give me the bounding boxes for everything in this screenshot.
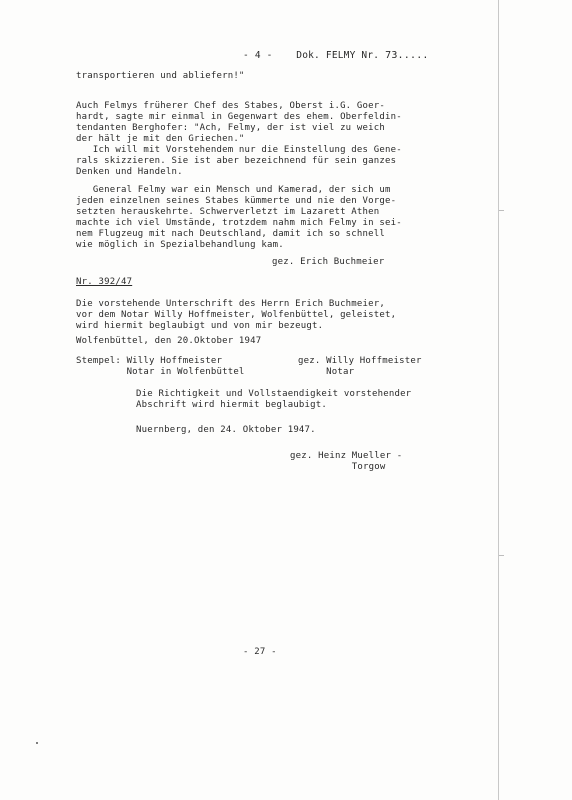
page-header xyxy=(243,50,429,61)
signature-mueller-torgow: gez. Heinz Mueller - Torgow xyxy=(290,451,403,472)
certification-text: Die vorstehende Unterschrift des Herrn Erich Buchmeier, vor dem Notar Willy Hoffmeister, Wolfenbüttel, geleistet, wird hiermit beglaubigt und von mir bezeugt. xyxy=(76,299,397,331)
certification-place-date: Wolfenbüttel, den 20.Oktober 1947 xyxy=(76,336,262,346)
dok-label: Dok. FELMY Nr. xyxy=(296,50,380,61)
copy-certification-text: Die Richtigkeit und Vollstaendigkeit vorstehender Abschrift wird hiermit beglaubigt. xyxy=(136,389,412,410)
dok-number: 73..... xyxy=(385,50,429,61)
edge-mark xyxy=(499,555,504,556)
edge-mark xyxy=(499,210,504,211)
page-number: - 27 - xyxy=(243,647,277,657)
paragraph-2: Auch Felmys früherer Chef des Stabes, Oberst i.G. Goer- hardt, sagte mir einmal in Gegenwart des ehem. Oberfeldin- tendanten Berghofer: "Ach, Felmy, der ist viel zu weich der hält je mit den Griechen." xyxy=(76,101,402,144)
certification-number: Nr. 392/47 xyxy=(76,277,133,287)
page-marker: - 4 - xyxy=(243,50,273,61)
signature-buchmeier: gez. Erich Buchmeier xyxy=(272,257,385,267)
paragraph-1: transportieren und abliefern!" xyxy=(76,71,245,81)
notary-stamp: Stempel: Willy Hoffmeister Notar in Wolfenbüttel xyxy=(76,356,245,377)
copy-certification-place-date: Nuernberg, den 24. Oktober 1947. xyxy=(136,425,316,435)
page-edge-line xyxy=(498,0,499,800)
paragraph-3: Ich will mit Vorstehendem nur die Einstellung des Gene- rals skizzieren. Sie ist aber bezeichnend für sein ganzes Denken und Handeln. xyxy=(76,145,402,177)
ink-dot xyxy=(36,742,38,744)
notary-signature: gez. Willy Hoffmeister Notar xyxy=(298,356,422,377)
paragraph-4: General Felmy war ein Mensch und Kamerad, der sich um jeden einzelnen seines Stabes kümmerte und nie den Vorge- setzten herauskehrte. Schwerverletzt im Lazarett Athen machte ich viel Umstände, trotzdem nahm mich Felmy in sei- nem Flugzeug mit nach Deutschland, damit ich so schnell wie möglich in Spezialbehandlung kam. xyxy=(76,185,402,250)
